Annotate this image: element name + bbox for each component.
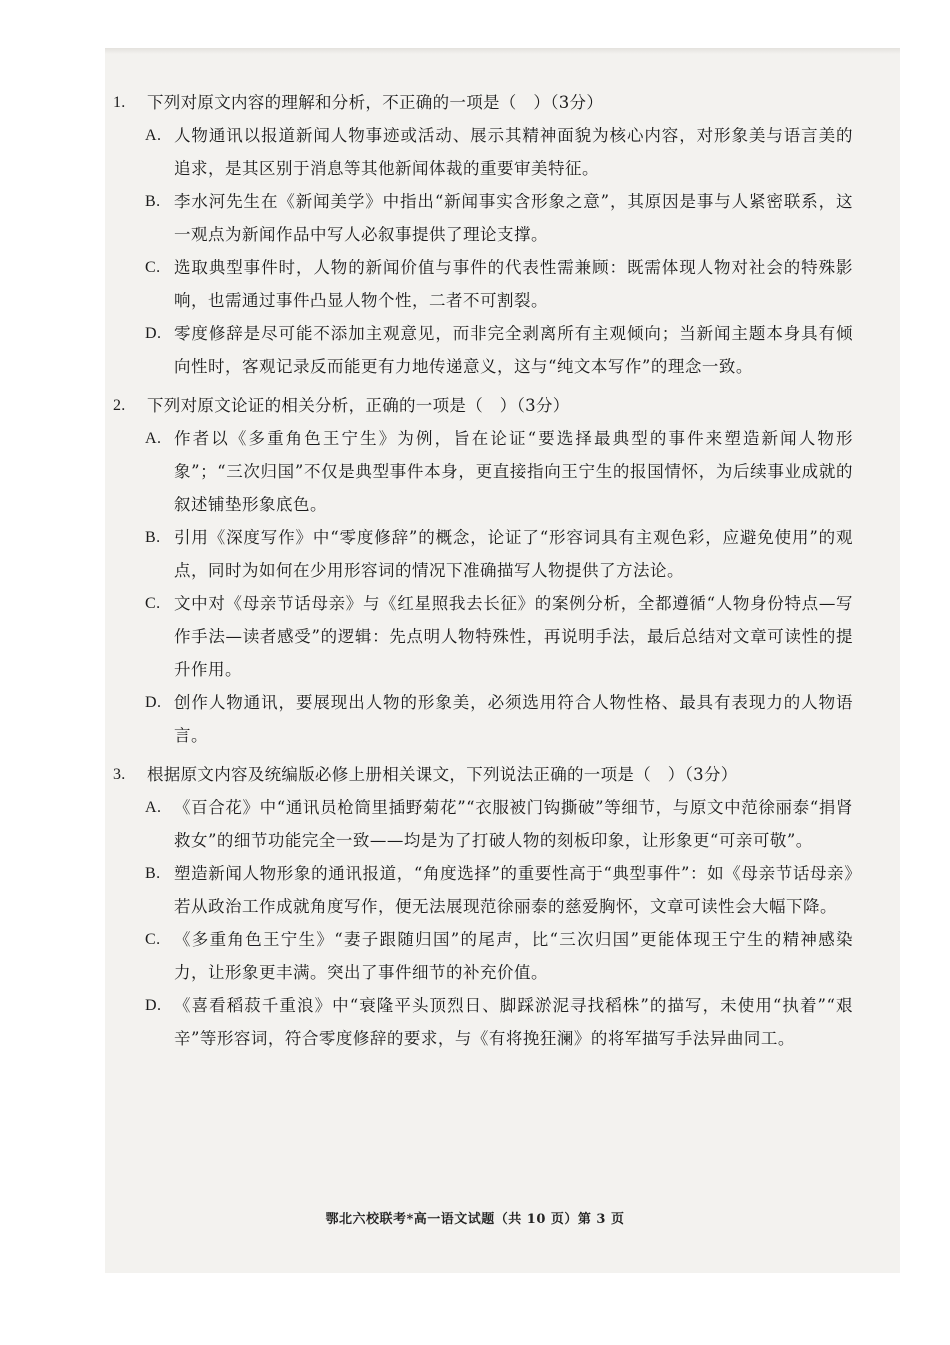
option-label: B.	[145, 193, 161, 210]
option-label: B.	[145, 529, 161, 546]
option-text: 《多重角色王宁生》“妻子跟随归国”的尾声，比“三次归国”更能体现王宁生的精神感染力，让形象更丰满。突出了事件细节的补充价值。	[174, 930, 853, 982]
option-label: D.	[145, 325, 162, 342]
option-label: D.	[145, 997, 162, 1014]
question-text: 下列对原文内容的理解和分析，不正确的一项是（ ）（3分）	[147, 93, 604, 112]
option-text: 塑造新闻人物形象的通讯报道，“角度选择”的重要性高于“典型事件”：如《母亲节话母亲》若从政治工作成就角度写作，便无法展现范徐丽泰的慈爱胸怀，文章可读性会大幅下降。	[174, 864, 853, 916]
question-number: 1.	[113, 94, 126, 111]
option-c	[145, 923, 853, 989]
option-b	[145, 185, 853, 251]
question-number: 2.	[113, 397, 126, 414]
question-1	[113, 86, 853, 383]
option-label: C.	[145, 259, 161, 276]
page-footer: 鄂北六校联考*高一语文试题（共 10 页）第 3 页	[325, 1212, 625, 1227]
option-label: A.	[145, 799, 162, 816]
option-d	[145, 317, 853, 383]
option-text: 零度修辞是尽可能不添加主观意见，而非完全剥离所有主观倾向；当新闻主题本身具有倾向性时，客观记录反而能更有力地传递意义，这与“纯文本写作”的理念一致。	[174, 324, 853, 376]
option-b	[145, 521, 853, 587]
option-a	[145, 119, 853, 185]
question-number: 3.	[113, 766, 126, 783]
option-label: B.	[145, 865, 161, 882]
option-a	[145, 791, 853, 857]
option-text: 作者以《多重角色王宁生》为例，旨在论证“要选择最典型的事件来塑造新闻人物形象”；“三次归国”不仅是典型事件本身，更直接指向王宁生的报国情怀，为后续事业成就的叙述铺垫形象底色。	[174, 429, 853, 514]
option-text: 选取典型事件时，人物的新闻价值与事件的代表性需兼顾：既需体现人物对社会的特殊影响，也需通过事件凸显人物个性，二者不可割裂。	[174, 258, 853, 310]
question-3	[113, 758, 853, 1055]
option-label: C.	[145, 931, 161, 948]
option-text: 创作人物通讯，要展现出人物的形象美，必须选用符合人物性格、最具有表现力的人物语言。	[174, 693, 853, 745]
option-label: A.	[145, 430, 162, 447]
option-b	[145, 857, 853, 923]
question-text: 下列对原文论证的相关分析，正确的一项是（ ）（3分）	[147, 396, 570, 415]
exam-content	[113, 86, 853, 1061]
question-stem	[113, 389, 853, 422]
paper-edge-shadow	[105, 48, 900, 54]
option-a	[145, 422, 853, 521]
option-label: A.	[145, 127, 162, 144]
option-text: 李水河先生在《新闻美学》中指出“新闻事实含形象之意”，其原因是事与人紧密联系，这一观点为新闻作品中写人必叙事提供了理论支撑。	[174, 192, 853, 244]
question-stem	[113, 758, 853, 791]
option-text: 引用《深度写作》中“零度修辞”的概念，论证了“形容词具有主观色彩，应避免使用”的观点，同时为如何在少用形容词的情况下准确描写人物提供了方法论。	[174, 528, 853, 580]
option-text: 人物通讯以报道新闻人物事迹或活动、展示其精神面貌为核心内容，对形象美与语言美的追求，是其区别于消息等其他新闻体裁的重要审美特征。	[174, 126, 853, 178]
option-c	[145, 251, 853, 317]
option-c	[145, 587, 853, 686]
option-text: 文中对《母亲节话母亲》与《红星照我去长征》的案例分析，全都遵循“人物身份特点—写作手法—读者感受”的逻辑：先点明人物特殊性，再说明手法，最后总结对文章可读性的提升作用。	[174, 594, 853, 679]
option-text: 《百合花》中“通讯员枪筒里插野菊花”“衣服被门钩撕破”等细节，与原文中范徐丽泰“捐肾救女”的细节功能完全一致——均是为了打破人物的刻板印象，让形象更“可亲可敬”。	[174, 798, 853, 850]
option-d	[145, 686, 853, 752]
question-stem	[113, 86, 853, 119]
option-text: 《喜看稻菽千重浪》中“衰隆平头顶烈日、脚踩淤泥寻找稻株”的描写，未使用“执着”“艰辛”等形容词，符合零度修辞的要求，与《有将挽狂澜》的将军描写手法异曲同工。	[174, 996, 853, 1048]
question-text: 根据原文内容及统编版必修上册相关课文，下列说法正确的一项是（ ）（3分）	[147, 765, 738, 784]
option-label: D.	[145, 694, 162, 711]
question-2	[113, 389, 853, 752]
option-d	[145, 989, 853, 1055]
option-label: C.	[145, 595, 161, 612]
